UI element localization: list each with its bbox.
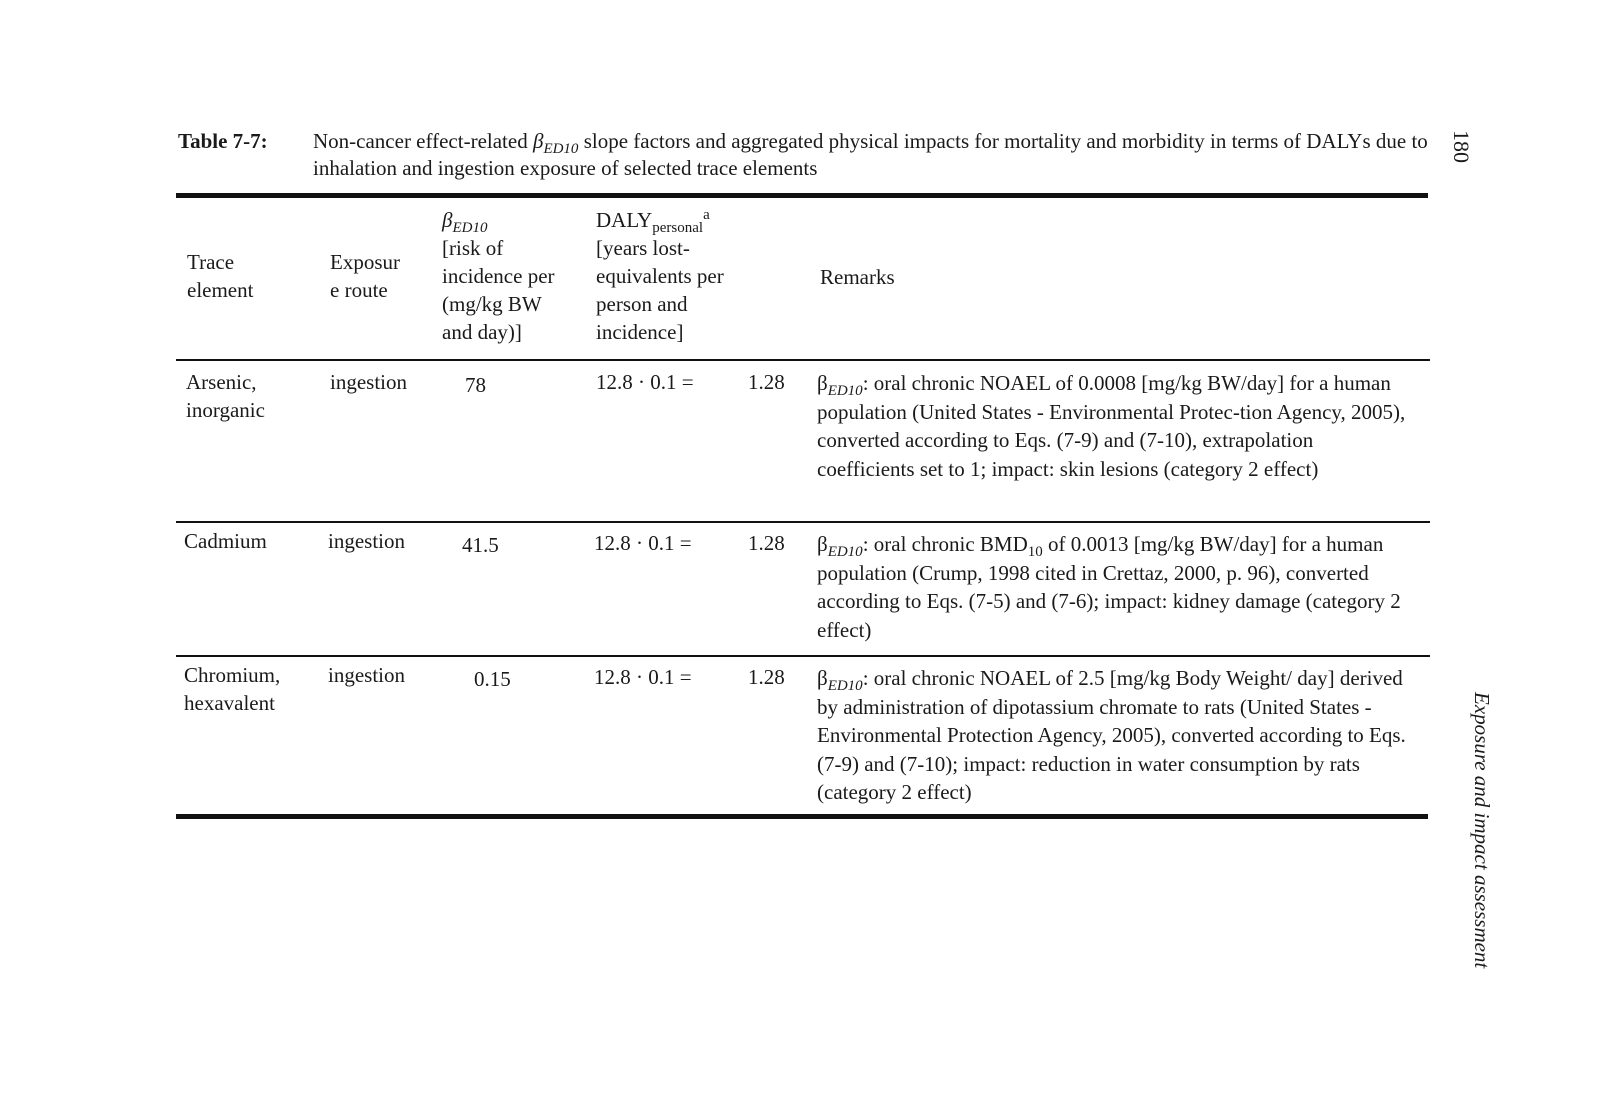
row-chromium-daly-calc: 12.8 · 0.1 =	[594, 665, 692, 689]
row-arsenic-route: ingestion	[330, 370, 407, 394]
header-exposure-route: Exposur e route	[330, 250, 400, 302]
header-remarks: Remarks	[820, 265, 895, 289]
row-chromium-daly-value: 1.28	[748, 665, 785, 689]
row-arsenic-beta: 78	[465, 373, 486, 397]
header-beta: $\beta_{ED10}$ [risk of incidence per (mg/kg BW and day)]	[442, 208, 555, 344]
header-daly: $DALY_{personal}^a$ [years lost- equivalents per person and incidence]	[596, 207, 724, 344]
row-cadmium-route: ingestion	[328, 529, 405, 553]
row-chromium-beta: 0.15	[474, 667, 511, 691]
row-cadmium-daly-value: 1.28	[748, 531, 785, 555]
row-cadmium-element: Cadmium	[184, 529, 267, 553]
row-chromium-route: ingestion	[328, 663, 405, 687]
top-rule	[176, 193, 1428, 198]
caption-text: Non-cancer effect-related $\beta_{ED10}$ slope factors and aggregated physical impacts for mortality and morbidity in terms of DALYs due to inhalation and ingestion exposure of selected trace elements	[313, 129, 1428, 180]
row-chromium-element: Chromium, hexavalent	[184, 663, 281, 715]
row-arsenic-daly-value: 1.28	[748, 370, 785, 394]
table-label: Table 7-7:	[178, 129, 268, 153]
row-arsenic-daly-calc: 12.8 · 0.1 =	[596, 370, 694, 394]
row-chromium-remarks: $\beta_{ED10}$: oral chronic NOAEL of 2.5 [mg/kg Body Weight/ day] derived by administration of dipotassium chromate to rats (United States - Environmental Protection Agency, 2005), converted according to Eqs. (7-9) and (7-10); impact: reduction in water consumption by rats (category 2 effect)	[817, 666, 1406, 804]
row-cadmium-beta: 41.5	[462, 533, 499, 557]
running-head: Exposure and impact assessment	[1470, 692, 1494, 969]
row-arsenic-element: Arsenic, inorganic	[186, 370, 265, 422]
row-divider	[176, 521, 1430, 523]
row-divider	[176, 655, 1430, 657]
table-caption	[178, 128, 1438, 182]
header-trace-element: Trace element	[187, 250, 254, 302]
row-arsenic-remarks: $\beta_{ED10}$: oral chronic NOAEL of 0.0008 [mg/kg BW/day] for a human population (United States - Environmental Protec-tion Agency, 2005), converted according to Eqs. (7-9) and (7-10), extrapolation coefficients set to 1; impact: skin lesions (category 2 effect)	[817, 371, 1406, 481]
row-cadmium-remarks: $\beta_{ED10}$: oral chronic $BMD_{10}$ of 0.0013 [mg/kg BW/day] for a human population (Crump, 1998 cited in Crettaz, 2000, p. 96), converted according to Eqs. (7-5) and (7-6); impact: kidney damage (category 2 effect)	[817, 532, 1401, 642]
bottom-rule	[176, 814, 1428, 819]
page-number: 180	[1449, 130, 1474, 163]
header-rule	[176, 359, 1430, 361]
row-cadmium-daly-calc: 12.8 · 0.1 =	[594, 531, 692, 555]
